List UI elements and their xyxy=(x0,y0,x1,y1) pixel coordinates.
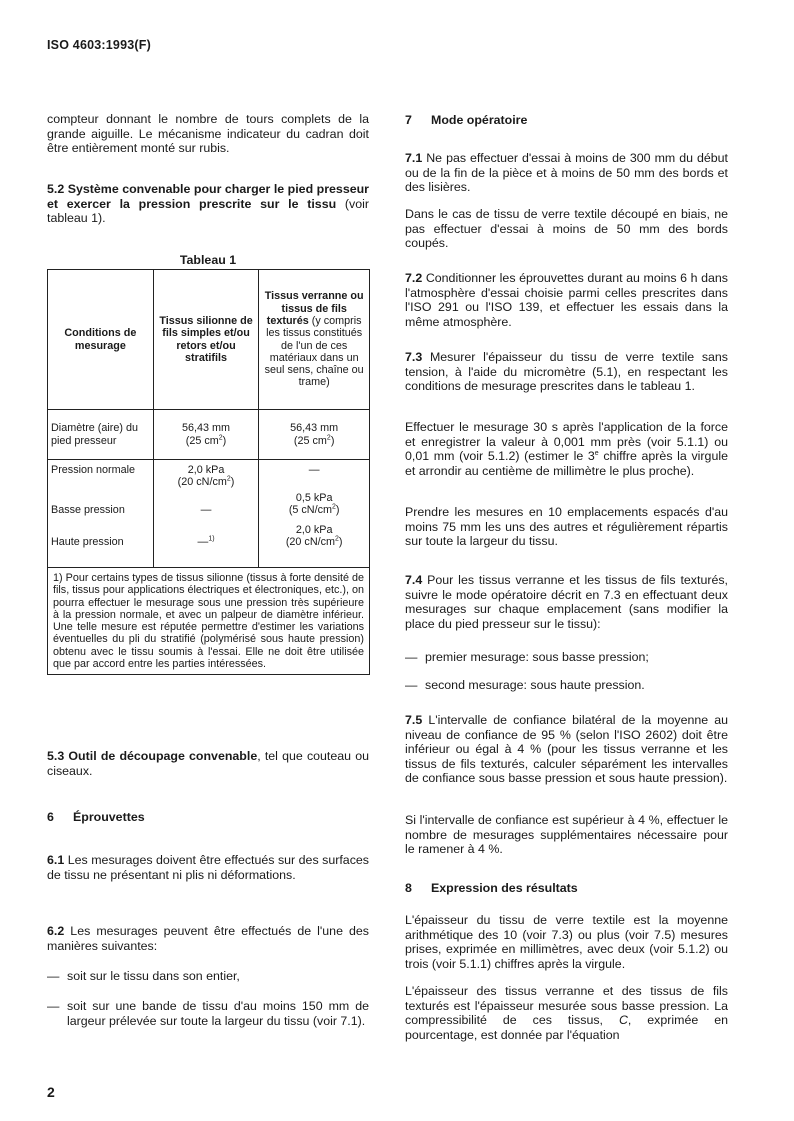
table-caption: Tableau 1 xyxy=(179,253,237,267)
superscript: 2 xyxy=(332,503,336,511)
paragraph-text: chiffre après la virgule et arrondir au centième de millimètre le plus proche). xyxy=(405,449,728,478)
footnote-ref: 1) xyxy=(208,535,215,543)
heading-7 xyxy=(405,113,728,128)
section-6-1-text: Les mesurages doivent être effectués sur des surfaces de tissu ne présentant ni plis ni déformations. xyxy=(47,853,369,882)
cell-basse-verranne xyxy=(262,492,366,524)
superscript: 2 xyxy=(226,475,231,483)
paren: ) xyxy=(338,536,343,549)
value-text: 56,43 mm xyxy=(290,422,339,435)
section-7-1 xyxy=(405,151,728,195)
list-item xyxy=(47,999,369,1028)
page-number: 2 xyxy=(47,1084,55,1100)
header-verranne xyxy=(259,270,370,410)
list-item xyxy=(47,969,369,984)
section-7-1-text: Ne pas effectuer d'essai à moins de 300 mm du début ou de la fin de la pièce et à moins de 50 mm des bords et des lisières. xyxy=(405,151,728,195)
header-verranne-title: Tissus verranne ou tissus de fils texturés xyxy=(264,290,364,327)
heading-8-title: Expression des résultats xyxy=(431,881,578,895)
paren: ) xyxy=(230,476,235,489)
superscript: 2 xyxy=(326,433,331,441)
section-7-3-paragraph-3: Prendre les mesures en 10 emplacements espacés d'au moins 75 mm les uns des autres et régulièrement répartis sur toute la largeur du tissu. xyxy=(405,505,728,549)
list-item xyxy=(405,650,728,665)
section-7-5-text: L'intervalle de confiance bilatéral de la moyenne au niveau de confiance de 95 % (selon l'ISO 2602) doit être inférieur ou égal à 4 % (pour les tissus verranne et les tissus de fils texturés, calculer séparément les intervalles de confiance sous basse pression et sous haute pression). xyxy=(405,713,728,786)
section-5-3 xyxy=(47,749,369,778)
value-text: (25 cm xyxy=(185,434,219,447)
list-item-text: soit sur le tissu dans son entier, xyxy=(67,969,240,983)
cell-normale-silionne xyxy=(157,464,256,504)
value-text: (5 cN/cm xyxy=(288,504,333,517)
intro-paragraph: compteur donnant le nombre de tours complets de la grande aiguille. Le mécanisme indicateur du cadran doit être entièrement monté sur rubis. xyxy=(47,112,369,156)
section-6-2 xyxy=(47,924,369,953)
section-7-5 xyxy=(405,713,728,786)
section-8-paragraph-2 xyxy=(405,984,728,1042)
section-8-paragraph-1: L'épaisseur du tissu de verre textile est la moyenne arithmétique des 10 (voir 7.3) ou plus (voir 7.5) mesures prises, exprimée en millimètres, avec deux (voir 5.1.2) ou trois (voir 5.1.1) chiffres après la virgule. xyxy=(405,913,728,971)
section-7-2-text: Conditionner les éprouvettes durant au moins 6 h dans l'atmosphère d'essai choisie parmi celles prescrites dans l'ISO 291 ou l'ISO 139, et effectuer les essais dans la même atmosphère. xyxy=(405,271,728,329)
superscript: 2 xyxy=(218,433,223,441)
heading-6-number: 6 xyxy=(47,810,54,824)
section-7-3-paragraph-2 xyxy=(405,420,728,478)
list-item-text: second mesurage: sous haute pression. xyxy=(425,678,645,692)
section-7-2-number: 7.2 xyxy=(405,271,423,285)
value-text: (25 cm xyxy=(293,434,327,447)
section-7-5-number: 7.5 xyxy=(405,713,423,727)
label-pression-normale: Pression normale xyxy=(51,464,136,476)
value-text: 0,5 kPa xyxy=(295,492,333,504)
variable-c: C xyxy=(618,1013,628,1028)
section-6-2-text: Les mesurages peuvent être effectués de l'une des manières suivantes: xyxy=(47,924,369,953)
dash-marker: — xyxy=(47,999,60,1013)
section-7-5-paragraph-2: Si l'intervalle de confiance est supérieur à 4 %, effectuer le nombre de mesurages supplémentaires nécessaire pour le ramener à 4 %. xyxy=(405,813,728,857)
cell-basse-silionne: — xyxy=(200,504,212,516)
section-6-2-number: 6.2 xyxy=(47,924,65,938)
section-5-3-number: 5.3 xyxy=(47,749,65,763)
header-verranne-rest: (y compris les tissus constitués de l'un de ces matériaux dans un seul sens, chaîne ou trame) xyxy=(264,314,364,389)
section-7-3 xyxy=(405,350,728,394)
heading-6 xyxy=(47,810,369,825)
paren: ) xyxy=(335,504,340,517)
row-diametre-label: Diamètre (aire) du pied presseur xyxy=(48,410,154,460)
document-header: ISO 4603:1993(F) xyxy=(47,38,151,52)
row-pressure-verranne xyxy=(259,460,370,568)
section-7-3-number: 7.3 xyxy=(405,350,423,364)
cell-normale-verranne: — xyxy=(308,464,320,476)
row-diametre-silionne xyxy=(153,410,259,460)
header-silionne: Tissus silionne de fils simples et/ou retors et/ou stratifils xyxy=(153,270,259,410)
section-7-2 xyxy=(405,271,728,329)
section-7-4-number: 7.4 xyxy=(405,573,423,587)
label-basse-pression: Basse pression xyxy=(51,504,125,516)
dash-marker: — xyxy=(47,969,60,983)
section-6-1-number: 6.1 xyxy=(47,853,65,867)
paren: ) xyxy=(222,434,227,447)
value-text: 2,0 kPa xyxy=(295,524,333,536)
row-pressure-silionne xyxy=(153,460,259,568)
section-6-1 xyxy=(47,853,369,882)
value-text: — xyxy=(197,536,209,548)
section-5-2-number: 5.2 xyxy=(47,182,65,196)
value-text: (20 cN/cm xyxy=(177,476,227,489)
header-conditions: Conditions de mesurage xyxy=(48,270,154,410)
heading-7-number: 7 xyxy=(405,113,412,127)
row-pressure-labels xyxy=(48,460,154,568)
table-footnote: 1) Pour certains types de tissus silionne (tissus à forte densité de fils, tissus pour applications électriques et électroniques, etc.), on pourra effectuer le mesurage sous une pression très supérieure à la pression normale, et avec un palpeur de diamètre inférieur. Une telle mesure est réputée permettre d'estimer les variations éventuelles du pli du stratifié (polymérisé sous haute pression) obtenu avec le tissu soumis à l'essai. Elle ne doit être utilisée que par accord entre les parties intéressées. xyxy=(48,568,370,675)
section-7-1-paragraph-2: Dans le cas de tissu de verre textile découpé en biais, ne pas effectuer d'essai à moins de 50 mm des bords coupés. xyxy=(405,207,728,251)
list-item-text: soit sur une bande de tissu d'au moins 150 mm de largeur prélevée sur toute la largeur du tissu (voir 7.1). xyxy=(67,999,369,1028)
superscript: e xyxy=(594,450,599,458)
dash-marker: — xyxy=(405,678,418,692)
paragraph-text: , exprimée en pourcentage, est donnée par l'équation xyxy=(405,1013,728,1042)
section-5-2 xyxy=(47,182,369,226)
cell-haute-silionne xyxy=(157,536,256,548)
section-7-4-text: Pour les tissus verranne et les tissus de fils texturés, suivre le mode opératoire décrit en 7.3 en effectuant deux mesurages sur chaque emplacement (sans modifier la place du pied presseur sur le tissu): xyxy=(405,573,728,631)
superscript: 2 xyxy=(335,535,339,543)
section-7-3-text: Mesurer l'épaisseur du tissu de verre textile sans tension, à l'aide du micromètre (5.1), en respectant les conditions de mesurage prescrites dans le tableau 1. xyxy=(405,350,728,394)
section-5-2-rest: (voir tableau 1). xyxy=(47,196,369,226)
cell-haute-verranne xyxy=(262,524,366,549)
list-item xyxy=(405,678,728,693)
value-text: 56,43 mm xyxy=(182,422,231,435)
paragraph-text: Effectuer le mesurage 30 s après l'application de la force et enregistrer la valeur à 0,001 mm près (voir 5.1.1) ou 0,01 mm (voir 5.1.2) (estimer le 3 xyxy=(405,420,728,464)
label-haute-pression: Haute pression xyxy=(51,536,124,548)
value-text: (20 cN/cm xyxy=(285,536,336,549)
dash-marker: — xyxy=(405,650,418,664)
row-diametre-verranne xyxy=(259,410,370,460)
heading-8-number: 8 xyxy=(405,881,412,895)
heading-7-title: Mode opératoire xyxy=(431,113,528,127)
section-7-4 xyxy=(405,573,728,631)
list-item-text: premier mesurage: sous basse pression; xyxy=(425,650,649,664)
heading-8 xyxy=(405,881,728,896)
value-text: 2,0 kPa xyxy=(187,464,225,476)
section-7-1-number: 7.1 xyxy=(405,151,423,165)
section-5-3-rest: , tel que couteau ou ciseaux. xyxy=(47,749,369,778)
paren: ) xyxy=(330,434,335,447)
section-5-2-title: Système convenable pour charger le pied presseur et exercer la pression prescrite sur le tissu xyxy=(47,182,369,211)
table-1 xyxy=(47,269,370,675)
paragraph-text: L'épaisseur des tissus verranne et des tissus de fils texturés est l'épaisseur mesurée sous basse pression. La compressibilité de ces tissus, xyxy=(405,984,728,1028)
section-5-3-title: Outil de découpage convenable xyxy=(68,749,258,763)
heading-6-title: Éprouvettes xyxy=(73,810,145,824)
